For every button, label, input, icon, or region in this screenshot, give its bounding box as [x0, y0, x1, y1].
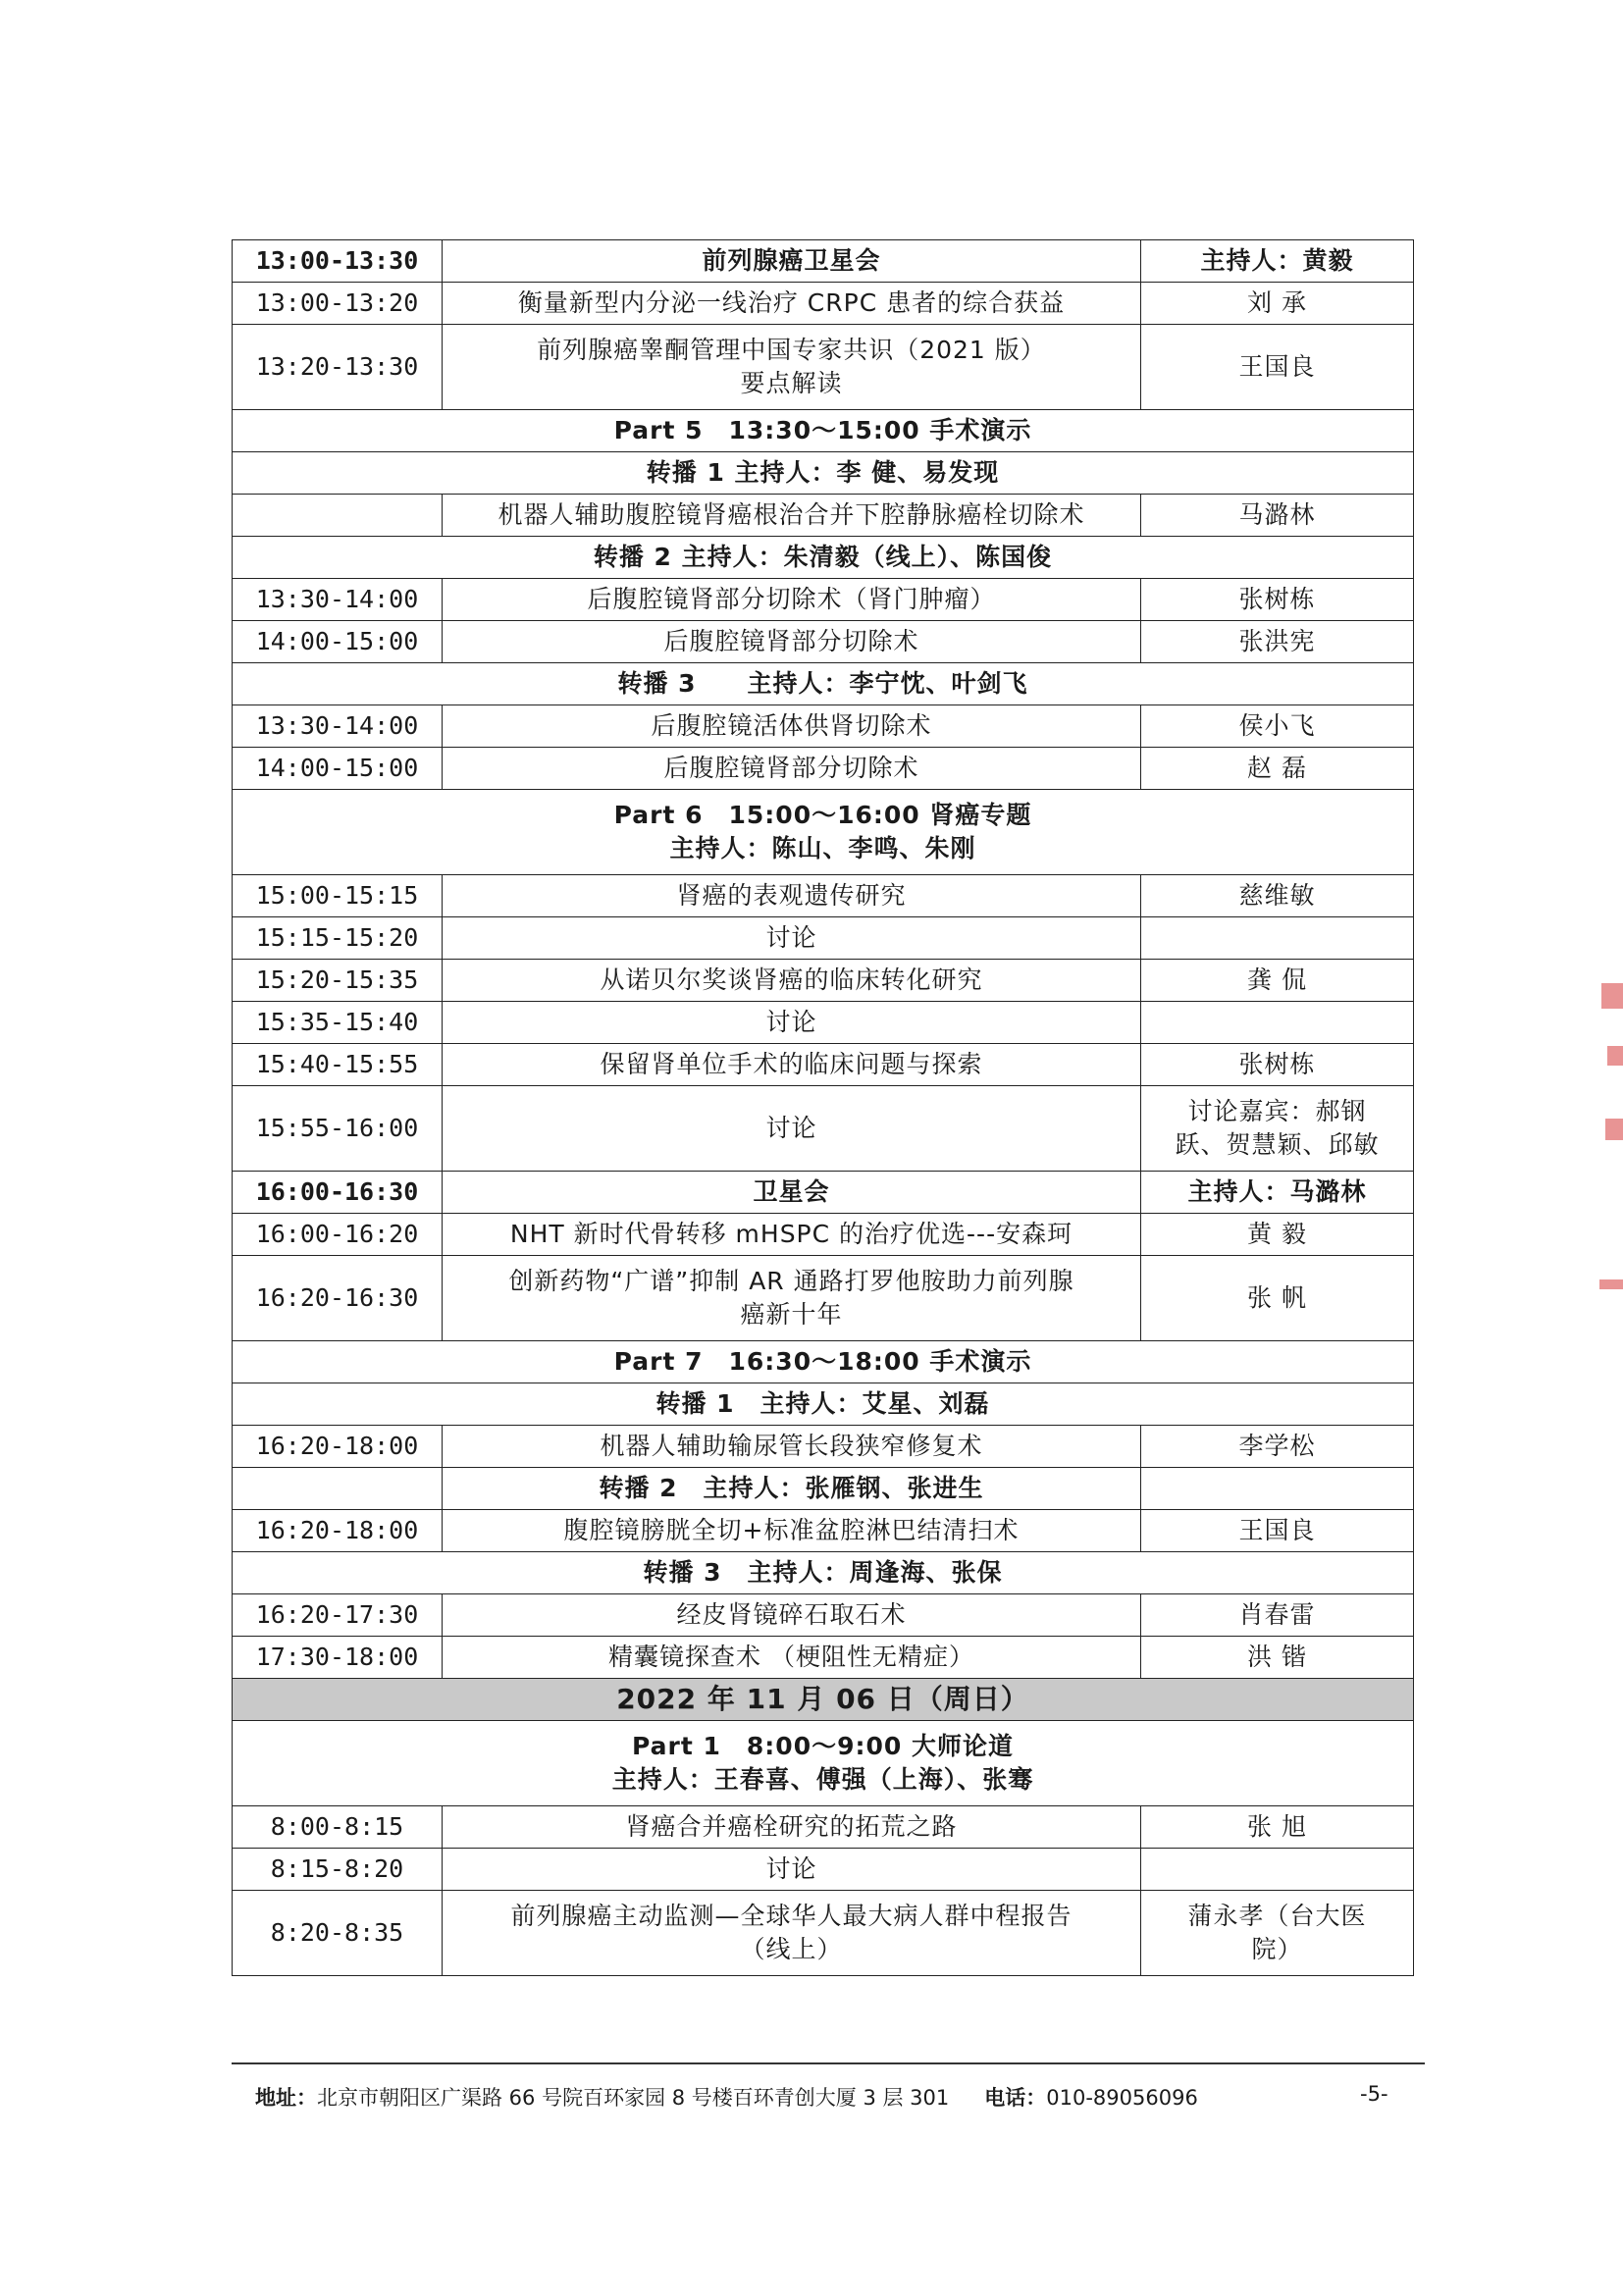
item-time: 15:00-15:15	[233, 875, 443, 917]
item-speaker: 张洪宪	[1141, 621, 1414, 663]
item-time: 17:30-18:00	[233, 1637, 443, 1679]
section-heading: 转播 2 主持人：朱清毅（线上）、陈国俊	[233, 537, 1414, 579]
footer-divider	[232, 2062, 1425, 2064]
item-title: 后腹腔镜肾部分切除术（肾门肿瘤）	[443, 579, 1141, 621]
item-speaker: 张树栋	[1141, 579, 1414, 621]
item-title-line-2: （线上）	[740, 1935, 843, 1963]
table-row	[233, 1383, 1414, 1426]
table-row	[233, 1214, 1414, 1256]
table-row	[233, 1679, 1414, 1721]
section-heading: 转播 2 主持人：张雁钢、张进生	[443, 1468, 1141, 1510]
item-title: 肾癌合并癌栓研究的拓荒之路	[443, 1806, 1141, 1849]
table-row	[233, 790, 1414, 875]
stamp-mark	[1599, 1279, 1623, 1289]
item-title-line-2: 癌新十年	[740, 1300, 843, 1329]
table-row	[233, 410, 1414, 452]
table-row	[233, 1806, 1414, 1849]
empty-cell	[233, 1468, 443, 1510]
item-title: 肾癌的表观遗传研究	[443, 875, 1141, 917]
footer	[255, 2082, 1198, 2112]
stamp-mark	[1601, 983, 1623, 1009]
date-heading: 2022 年 11 月 06 日（周日）	[233, 1679, 1414, 1721]
item-time: 15:15-15:20	[233, 917, 443, 960]
empty-cell	[1141, 1468, 1414, 1510]
item-title	[443, 1891, 1141, 1976]
table-row	[233, 621, 1414, 663]
item-title: 衡量新型内分泌一线治疗 CRPC 患者的综合获益	[443, 283, 1141, 325]
item-speaker-line-1: 蒲永孝（台大医	[1187, 1902, 1367, 1930]
table-row	[233, 452, 1414, 495]
table-row	[233, 705, 1414, 748]
table-row	[233, 1172, 1414, 1214]
table-row	[233, 960, 1414, 1002]
table-row	[233, 1637, 1414, 1679]
section-heading-line-2: 主持人：王春喜、傅强（上海）、张骞	[611, 1765, 1034, 1794]
item-speaker: 张 旭	[1141, 1806, 1414, 1849]
table-row	[233, 240, 1414, 283]
item-speaker: 王国良	[1141, 325, 1414, 410]
item-time: 13:30-14:00	[233, 705, 443, 748]
table-row	[233, 325, 1414, 410]
table-row	[233, 579, 1414, 621]
item-speaker	[1141, 1891, 1414, 1976]
section-heading: 转播 3 主持人：周逢海、张保	[233, 1552, 1414, 1594]
item-speaker: 刘 承	[1141, 283, 1414, 325]
table-row	[233, 1002, 1414, 1044]
table-row	[233, 663, 1414, 705]
item-title	[443, 1256, 1141, 1341]
item-speaker: 赵 磊	[1141, 748, 1414, 790]
section-heading: 转播 3 主持人：李宁忱、叶剑飞	[233, 663, 1414, 705]
session-time: 13:00-13:30	[233, 240, 443, 283]
item-speaker: 张树栋	[1141, 1044, 1414, 1086]
table-row	[233, 875, 1414, 917]
table-row	[233, 1256, 1414, 1341]
item-title: 机器人辅助腹腔镜肾癌根治合并下腔静脉癌栓切除术	[443, 495, 1141, 537]
section-heading	[233, 1721, 1414, 1806]
item-speaker: 侯小飞	[1141, 705, 1414, 748]
session-host: 主持人：马潞林	[1141, 1172, 1414, 1214]
section-heading: 转播 1 主持人：艾星、刘磊	[233, 1383, 1414, 1426]
item-time: 16:20-16:30	[233, 1256, 443, 1341]
page-number: -5-	[1360, 2082, 1388, 2106]
schedule-table	[232, 239, 1414, 1976]
section-heading	[233, 790, 1414, 875]
table-row	[233, 1721, 1414, 1806]
item-speaker	[1141, 1849, 1414, 1891]
item-title-line-1: 创新药物“广谱”抑制 AR 通路打罗他胺助力前列腺	[508, 1267, 1074, 1295]
item-title: 讨论	[443, 1849, 1141, 1891]
item-speaker: 龚 侃	[1141, 960, 1414, 1002]
item-speaker-line-1: 讨论嘉宾：郝钢	[1187, 1097, 1367, 1125]
stamp-mark	[1605, 1119, 1623, 1140]
item-speaker: 洪 锴	[1141, 1637, 1414, 1679]
item-speaker: 马潞林	[1141, 495, 1414, 537]
table-row	[233, 1086, 1414, 1172]
item-speaker: 李学松	[1141, 1426, 1414, 1468]
table-row	[233, 1426, 1414, 1468]
item-title: 讨论	[443, 917, 1141, 960]
item-speaker: 黄 毅	[1141, 1214, 1414, 1256]
item-title: 后腹腔镜肾部分切除术	[443, 748, 1141, 790]
item-title: NHT 新时代骨转移 mHSPC 的治疗优选---安森珂	[443, 1214, 1141, 1256]
table-row	[233, 495, 1414, 537]
table-row	[233, 917, 1414, 960]
item-title: 后腹腔镜活体供肾切除术	[443, 705, 1141, 748]
item-title: 保留肾单位手术的临床问题与探索	[443, 1044, 1141, 1086]
session-time: 16:00-16:30	[233, 1172, 443, 1214]
table-row	[233, 1044, 1414, 1086]
session-title: 前列腺癌卫星会	[443, 240, 1141, 283]
item-speaker: 慈维敏	[1141, 875, 1414, 917]
item-time	[233, 495, 443, 537]
item-speaker-line-2: 跃、贺慧颖、邱敏	[1175, 1130, 1380, 1159]
session-title: 卫星会	[443, 1172, 1141, 1214]
item-time: 13:20-13:30	[233, 325, 443, 410]
item-time: 13:30-14:00	[233, 579, 443, 621]
item-time: 14:00-15:00	[233, 621, 443, 663]
item-time: 16:20-17:30	[233, 1594, 443, 1637]
table-row	[233, 748, 1414, 790]
item-time: 16:20-18:00	[233, 1510, 443, 1552]
address-label: 地址：	[255, 2086, 317, 2110]
item-time: 16:20-18:00	[233, 1426, 443, 1468]
table-row	[233, 1594, 1414, 1637]
item-title-line-1: 前列腺癌睾酮管理中国专家共识（2021 版）	[537, 336, 1046, 364]
table-row	[233, 1891, 1414, 1976]
item-time: 15:40-15:55	[233, 1044, 443, 1086]
item-title: 讨论	[443, 1086, 1141, 1172]
section-heading: Part 5 13:30～15:00 手术演示	[233, 410, 1414, 452]
item-speaker	[1141, 917, 1414, 960]
item-title: 机器人辅助输尿管长段狭窄修复术	[443, 1426, 1141, 1468]
table-row	[233, 1849, 1414, 1891]
phone-label: 电话：	[984, 2086, 1047, 2110]
item-time: 16:00-16:20	[233, 1214, 443, 1256]
item-time: 8:15-8:20	[233, 1849, 443, 1891]
item-speaker: 王国良	[1141, 1510, 1414, 1552]
section-heading: 转播 1 主持人：李 健、易发现	[233, 452, 1414, 495]
section-heading-line-1: Part 1 8:00～9:00 大师论道	[632, 1732, 1014, 1760]
item-title: 讨论	[443, 1002, 1141, 1044]
item-speaker	[1141, 1086, 1414, 1172]
item-title: 后腹腔镜肾部分切除术	[443, 621, 1141, 663]
item-title-line-2: 要点解读	[740, 369, 843, 397]
item-time: 8:20-8:35	[233, 1891, 443, 1976]
table-row	[233, 1510, 1414, 1552]
item-time: 8:00-8:15	[233, 1806, 443, 1849]
item-title: 经皮肾镜碎石取石术	[443, 1594, 1141, 1637]
stamp-mark	[1607, 1046, 1623, 1066]
item-time: 13:00-13:20	[233, 283, 443, 325]
item-title: 精囊镜探查术 （梗阻性无精症）	[443, 1637, 1141, 1679]
table-row	[233, 1341, 1414, 1383]
item-speaker	[1141, 1002, 1414, 1044]
table-row	[233, 1468, 1414, 1510]
item-speaker-line-2: 院）	[1251, 1935, 1303, 1963]
item-time: 15:20-15:35	[233, 960, 443, 1002]
item-speaker: 肖春雷	[1141, 1594, 1414, 1637]
address-text: 北京市朝阳区广渠路 66 号院百环家园 8 号楼百环青创大厦 3 层 301	[317, 2086, 950, 2110]
table-row	[233, 537, 1414, 579]
schedule-body	[233, 240, 1414, 1976]
item-time: 15:35-15:40	[233, 1002, 443, 1044]
table-row	[233, 1552, 1414, 1594]
item-speaker: 张 帆	[1141, 1256, 1414, 1341]
section-heading-line-1: Part 6 15:00～16:00 肾癌专题	[613, 801, 1032, 829]
phone-number: 010-89056096	[1046, 2086, 1198, 2110]
item-title	[443, 325, 1141, 410]
section-heading-line-2: 主持人：陈山、李鸣、朱刚	[669, 834, 976, 862]
item-title: 从诺贝尔奖谈肾癌的临床转化研究	[443, 960, 1141, 1002]
item-time: 15:55-16:00	[233, 1086, 443, 1172]
section-heading: Part 7 16:30～18:00 手术演示	[233, 1341, 1414, 1383]
item-title: 腹腔镜膀胱全切+标准盆腔淋巴结清扫术	[443, 1510, 1141, 1552]
item-time: 14:00-15:00	[233, 748, 443, 790]
session-host: 主持人：黄毅	[1141, 240, 1414, 283]
table-row	[233, 283, 1414, 325]
item-title-line-1: 前列腺癌主动监测—全球华人最大病人群中程报告	[510, 1902, 1073, 1930]
